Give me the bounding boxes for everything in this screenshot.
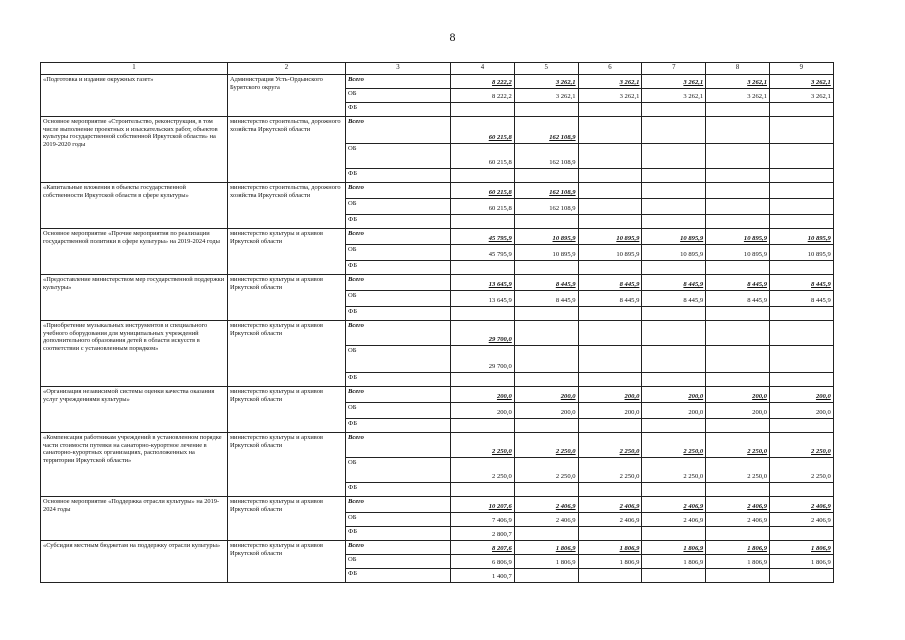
amount-cell bbox=[706, 569, 770, 583]
amount-cell bbox=[769, 307, 833, 321]
amount-cell bbox=[706, 199, 770, 215]
amount-cell bbox=[514, 346, 578, 373]
amount-cell: 1 806,9 bbox=[514, 555, 578, 569]
amount-cell bbox=[642, 321, 706, 346]
amount-cell: 8 445,9 bbox=[642, 275, 706, 291]
amount-cell: 13 645,9 bbox=[451, 291, 515, 307]
column-number-header bbox=[41, 63, 834, 75]
header-cell: 5 bbox=[514, 63, 578, 75]
amount-cell: 3 262,1 bbox=[642, 75, 706, 89]
amount-cell bbox=[578, 215, 642, 229]
amount-cell: 29 700,0 bbox=[451, 346, 515, 373]
amount-cell bbox=[769, 569, 833, 583]
amount-cell bbox=[706, 373, 770, 387]
funding-source: ОБ bbox=[346, 89, 451, 103]
header-cell: 9 bbox=[769, 63, 833, 75]
amount-cell bbox=[642, 199, 706, 215]
activity-description: «Предоставление министерством мер государственной поддержки культуры» bbox=[41, 275, 228, 321]
amount-cell bbox=[578, 261, 642, 275]
amount-cell bbox=[514, 569, 578, 583]
amount-cell bbox=[769, 199, 833, 215]
amount-cell: 200,0 bbox=[642, 387, 706, 403]
header-cell: 4 bbox=[451, 63, 515, 75]
amount-cell bbox=[642, 103, 706, 117]
amount-cell bbox=[578, 144, 642, 169]
funding-source: ФБ bbox=[346, 419, 451, 433]
amount-cell: 162 108,9 bbox=[514, 144, 578, 169]
funding-source: ФБ bbox=[346, 373, 451, 387]
amount-cell: 10 895,9 bbox=[769, 245, 833, 261]
amount-cell: 8 445,9 bbox=[706, 291, 770, 307]
activity-description: Основное мероприятие «Поддержка отрасли культуры» на 2019-2024 годы bbox=[41, 497, 228, 541]
funding-source: ОБ bbox=[346, 513, 451, 527]
amount-cell: 1 806,9 bbox=[706, 541, 770, 555]
amount-cell: 2 406,9 bbox=[514, 497, 578, 513]
funding-source: Всего bbox=[346, 75, 451, 89]
activity-description: «Подготовка и издание окружных газет» bbox=[41, 75, 228, 117]
amount-cell bbox=[706, 144, 770, 169]
funding-source: ОБ bbox=[346, 555, 451, 569]
amount-cell: 3 262,1 bbox=[769, 75, 833, 89]
amount-cell bbox=[706, 215, 770, 229]
amount-cell: 1 806,9 bbox=[578, 555, 642, 569]
amount-cell bbox=[578, 183, 642, 199]
amount-cell: 1 806,9 bbox=[642, 541, 706, 555]
funding-source: ФБ bbox=[346, 307, 451, 321]
amount-cell bbox=[578, 103, 642, 117]
funding-source: Всего bbox=[346, 183, 451, 199]
amount-cell: 200,0 bbox=[578, 403, 642, 419]
amount-cell bbox=[578, 169, 642, 183]
amount-cell: 2 250,0 bbox=[769, 433, 833, 458]
amount-cell: 200,0 bbox=[706, 387, 770, 403]
amount-cell: 3 262,1 bbox=[706, 75, 770, 89]
amount-cell: 3 262,1 bbox=[514, 89, 578, 103]
amount-cell bbox=[451, 373, 515, 387]
amount-cell: 2 406,9 bbox=[578, 513, 642, 527]
amount-cell: 8 222,2 bbox=[451, 89, 515, 103]
activity-description: Основное мероприятие «Прочие мероприятия по реализации государственной политики в сфере культуры» на 2019-2024 годы bbox=[41, 229, 228, 275]
amount-cell bbox=[769, 261, 833, 275]
responsible-executor: министерство культуры и архивов Иркутской области bbox=[228, 387, 346, 433]
amount-cell: 2 406,9 bbox=[769, 513, 833, 527]
amount-cell bbox=[514, 483, 578, 497]
amount-cell: 7 406,9 bbox=[451, 513, 515, 527]
amount-cell bbox=[642, 373, 706, 387]
amount-cell bbox=[578, 321, 642, 346]
amount-cell: 10 895,9 bbox=[578, 229, 642, 245]
amount-cell bbox=[514, 169, 578, 183]
amount-cell bbox=[642, 483, 706, 497]
activity-description: Основное мероприятие «Строительство, реконструкция, в том числе выполнение проектных и изыскательских работ, объектов культуры государственной собственной Иркутской области» на 2019-2020 годы bbox=[41, 117, 228, 183]
amount-cell: 6 806,9 bbox=[451, 555, 515, 569]
table-row bbox=[41, 541, 834, 555]
amount-cell bbox=[769, 117, 833, 144]
amount-cell: 10 895,9 bbox=[514, 229, 578, 245]
amount-cell bbox=[642, 169, 706, 183]
funding-source: Всего bbox=[346, 541, 451, 555]
responsible-executor: министерство культуры и архивов Иркутской области bbox=[228, 541, 346, 583]
funding-source: ФБ bbox=[346, 169, 451, 183]
funding-source: ОБ bbox=[346, 403, 451, 419]
amount-cell bbox=[451, 169, 515, 183]
activity-description: «Приобретение музыкальных инструментов и специального учебного оборудования для муниципальных учреждений дополнительного образования детей в области искусств в соответствии с установленным порядком» bbox=[41, 321, 228, 387]
amount-cell: 2 800,7 bbox=[451, 527, 515, 541]
amount-cell: 8 445,9 bbox=[514, 291, 578, 307]
table-row bbox=[41, 321, 834, 346]
amount-cell: 2 250,0 bbox=[769, 458, 833, 483]
amount-cell bbox=[769, 169, 833, 183]
funding-source: ФБ bbox=[346, 261, 451, 275]
funding-source: ФБ bbox=[346, 569, 451, 583]
funding-source: ОБ bbox=[346, 346, 451, 373]
amount-cell bbox=[514, 321, 578, 346]
funding-source: Всего bbox=[346, 497, 451, 513]
amount-cell: 10 895,9 bbox=[769, 229, 833, 245]
amount-cell bbox=[769, 419, 833, 433]
amount-cell bbox=[642, 419, 706, 433]
activity-description: «Субсидия местным бюджетам на поддержку отрасли культуры» bbox=[41, 541, 228, 583]
header-cell: 1 bbox=[41, 63, 228, 75]
amount-cell: 10 895,9 bbox=[642, 229, 706, 245]
amount-cell: 60 215,8 bbox=[451, 117, 515, 144]
amount-cell bbox=[706, 103, 770, 117]
activity-description: «Компенсация работникам учреждений в установленном порядке части стоимости путевки на санаторно-курортное лечение в санаторно-курортных организациях, расположенных на территории Иркутской области» bbox=[41, 433, 228, 497]
amount-cell: 2 250,0 bbox=[451, 458, 515, 483]
amount-cell: 2 250,0 bbox=[706, 433, 770, 458]
amount-cell: 8 207,6 bbox=[451, 541, 515, 555]
funding-source: Всего bbox=[346, 275, 451, 291]
amount-cell: 1 806,9 bbox=[578, 541, 642, 555]
amount-cell: 8 222,2 bbox=[451, 75, 515, 89]
amount-cell bbox=[514, 307, 578, 321]
amount-cell bbox=[451, 419, 515, 433]
amount-cell: 2 406,9 bbox=[769, 497, 833, 513]
amount-cell: 3 262,1 bbox=[578, 75, 642, 89]
amount-cell bbox=[578, 346, 642, 373]
amount-cell bbox=[642, 346, 706, 373]
amount-cell bbox=[642, 569, 706, 583]
funding-source: ОБ bbox=[346, 144, 451, 169]
amount-cell bbox=[451, 215, 515, 229]
amount-cell: 3 262,1 bbox=[706, 89, 770, 103]
table-row bbox=[41, 117, 834, 144]
amount-cell bbox=[769, 346, 833, 373]
amount-cell: 162 108,9 bbox=[514, 183, 578, 199]
amount-cell: 2 250,0 bbox=[514, 433, 578, 458]
amount-cell: 1 400,7 bbox=[451, 569, 515, 583]
funding-source: Всего bbox=[346, 387, 451, 403]
amount-cell bbox=[578, 199, 642, 215]
amount-cell bbox=[578, 483, 642, 497]
amount-cell: 2 406,9 bbox=[642, 513, 706, 527]
amount-cell: 2 406,9 bbox=[642, 497, 706, 513]
funding-source: Всего bbox=[346, 321, 451, 346]
amount-cell bbox=[769, 103, 833, 117]
amount-cell: 10 895,9 bbox=[514, 245, 578, 261]
amount-cell: 2 250,0 bbox=[451, 433, 515, 458]
amount-cell: 8 445,9 bbox=[578, 291, 642, 307]
amount-cell bbox=[578, 307, 642, 321]
amount-cell: 200,0 bbox=[769, 387, 833, 403]
amount-cell bbox=[706, 483, 770, 497]
amount-cell bbox=[706, 117, 770, 144]
amount-cell bbox=[451, 307, 515, 321]
amount-cell bbox=[642, 144, 706, 169]
table-row bbox=[41, 229, 834, 245]
amount-cell bbox=[642, 261, 706, 275]
table-row bbox=[41, 183, 834, 199]
activity-description: «Организация независимой системы оценки качества оказания услуг учреждениями культуры» bbox=[41, 387, 228, 433]
amount-cell bbox=[769, 373, 833, 387]
header-cell: 7 bbox=[642, 63, 706, 75]
responsible-executor: министерство культуры и архивов Иркутской области bbox=[228, 321, 346, 387]
amount-cell: 45 795,9 bbox=[451, 245, 515, 261]
funding-source: ФБ bbox=[346, 483, 451, 497]
amount-cell: 200,0 bbox=[642, 403, 706, 419]
amount-cell bbox=[706, 321, 770, 346]
funding-source: ОБ bbox=[346, 199, 451, 215]
amount-cell: 200,0 bbox=[514, 403, 578, 419]
amount-cell: 8 445,9 bbox=[769, 275, 833, 291]
amount-cell bbox=[769, 321, 833, 346]
amount-cell: 2 250,0 bbox=[642, 433, 706, 458]
amount-cell: 1 806,9 bbox=[642, 555, 706, 569]
amount-cell: 2 406,9 bbox=[578, 497, 642, 513]
amount-cell bbox=[769, 183, 833, 199]
funding-source: Всего bbox=[346, 117, 451, 144]
amount-cell bbox=[769, 215, 833, 229]
budget-table bbox=[40, 62, 834, 583]
header-cell: 8 bbox=[706, 63, 770, 75]
header-cell: 2 bbox=[228, 63, 346, 75]
amount-cell: 200,0 bbox=[451, 387, 515, 403]
amount-cell: 45 795,9 bbox=[451, 229, 515, 245]
amount-cell bbox=[642, 183, 706, 199]
amount-cell: 162 108,9 bbox=[514, 117, 578, 144]
amount-cell bbox=[451, 103, 515, 117]
amount-cell bbox=[769, 144, 833, 169]
amount-cell bbox=[706, 527, 770, 541]
amount-cell bbox=[514, 419, 578, 433]
funding-source: ФБ bbox=[346, 103, 451, 117]
amount-cell: 3 262,1 bbox=[769, 89, 833, 103]
amount-cell: 200,0 bbox=[769, 403, 833, 419]
amount-cell bbox=[578, 117, 642, 144]
amount-cell: 13 645,9 bbox=[451, 275, 515, 291]
amount-cell bbox=[706, 419, 770, 433]
amount-cell bbox=[578, 373, 642, 387]
amount-cell bbox=[451, 261, 515, 275]
amount-cell: 200,0 bbox=[451, 403, 515, 419]
amount-cell: 10 895,9 bbox=[706, 245, 770, 261]
amount-cell: 3 262,1 bbox=[514, 75, 578, 89]
amount-cell: 1 806,9 bbox=[769, 555, 833, 569]
amount-cell: 2 250,0 bbox=[578, 458, 642, 483]
responsible-executor: министерство культуры и архивов Иркутской области bbox=[228, 229, 346, 275]
amount-cell bbox=[769, 527, 833, 541]
amount-cell bbox=[578, 569, 642, 583]
amount-cell bbox=[514, 215, 578, 229]
funding-source: ФБ bbox=[346, 527, 451, 541]
amount-cell: 60 215,8 bbox=[451, 199, 515, 215]
activity-description: «Капитальные вложения в объекты государственной собственности Иркутской области в сфере культуры» bbox=[41, 183, 228, 229]
amount-cell: 10 895,9 bbox=[706, 229, 770, 245]
amount-cell: 60 215,8 bbox=[451, 144, 515, 169]
amount-cell: 29 700,0 bbox=[451, 321, 515, 346]
amount-cell bbox=[706, 183, 770, 199]
amount-cell bbox=[514, 103, 578, 117]
amount-cell: 3 262,1 bbox=[642, 89, 706, 103]
responsible-executor: министерство культуры и архивов Иркутской области bbox=[228, 497, 346, 541]
amount-cell: 8 445,9 bbox=[642, 291, 706, 307]
amount-cell: 2 406,9 bbox=[706, 513, 770, 527]
responsible-executor: министерство культуры и архивов Иркутской области bbox=[228, 275, 346, 321]
table-row bbox=[41, 433, 834, 458]
amount-cell bbox=[706, 346, 770, 373]
amount-cell: 8 445,9 bbox=[578, 275, 642, 291]
amount-cell: 8 445,9 bbox=[706, 275, 770, 291]
amount-cell: 1 806,9 bbox=[514, 541, 578, 555]
amount-cell bbox=[642, 215, 706, 229]
amount-cell: 2 406,9 bbox=[706, 497, 770, 513]
amount-cell: 2 250,0 bbox=[514, 458, 578, 483]
funding-source: ОБ bbox=[346, 291, 451, 307]
amount-cell: 200,0 bbox=[706, 403, 770, 419]
amount-cell: 2 406,9 bbox=[514, 513, 578, 527]
header-cell: 3 bbox=[346, 63, 451, 75]
amount-cell: 10 895,9 bbox=[578, 245, 642, 261]
responsible-executor: Администрация Усть-Ордынского Бурятского округа bbox=[228, 75, 346, 117]
amount-cell: 60 215,8 bbox=[451, 183, 515, 199]
amount-cell: 2 250,0 bbox=[642, 458, 706, 483]
responsible-executor: министерство строительства, дорожного хозяйства Иркутской области bbox=[228, 183, 346, 229]
table-row bbox=[41, 75, 834, 89]
funding-source: Всего bbox=[346, 229, 451, 245]
table-row bbox=[41, 275, 834, 291]
amount-cell bbox=[642, 307, 706, 321]
page-number: 8 bbox=[449, 30, 456, 44]
amount-cell: 2 250,0 bbox=[578, 433, 642, 458]
funding-source: ФБ bbox=[346, 215, 451, 229]
funding-source: ОБ bbox=[346, 458, 451, 483]
amount-cell: 10 207,6 bbox=[451, 497, 515, 513]
funding-source: ОБ bbox=[346, 245, 451, 261]
amount-cell bbox=[514, 527, 578, 541]
amount-cell: 8 445,9 bbox=[769, 291, 833, 307]
amount-cell: 10 895,9 bbox=[642, 245, 706, 261]
amount-cell bbox=[769, 483, 833, 497]
amount-cell bbox=[642, 527, 706, 541]
amount-cell: 3 262,1 bbox=[578, 89, 642, 103]
responsible-executor: министерство строительства, дорожного хозяйства Иркутской области bbox=[228, 117, 346, 183]
amount-cell bbox=[642, 117, 706, 144]
amount-cell: 1 806,9 bbox=[769, 541, 833, 555]
responsible-executor: министерство культуры и архивов Иркутской области bbox=[228, 433, 346, 497]
amount-cell bbox=[578, 419, 642, 433]
table-row bbox=[41, 387, 834, 403]
amount-cell: 1 806,9 bbox=[706, 555, 770, 569]
amount-cell bbox=[451, 483, 515, 497]
amount-cell bbox=[706, 169, 770, 183]
amount-cell: 200,0 bbox=[514, 387, 578, 403]
header-cell: 6 bbox=[578, 63, 642, 75]
amount-cell bbox=[706, 261, 770, 275]
table-row bbox=[41, 497, 834, 513]
amount-cell bbox=[706, 307, 770, 321]
amount-cell bbox=[578, 527, 642, 541]
amount-cell: 8 445,9 bbox=[514, 275, 578, 291]
amount-cell: 162 108,9 bbox=[514, 199, 578, 215]
amount-cell: 200,0 bbox=[578, 387, 642, 403]
amount-cell: 2 250,0 bbox=[706, 458, 770, 483]
amount-cell bbox=[514, 261, 578, 275]
amount-cell bbox=[514, 373, 578, 387]
funding-source: Всего bbox=[346, 433, 451, 458]
